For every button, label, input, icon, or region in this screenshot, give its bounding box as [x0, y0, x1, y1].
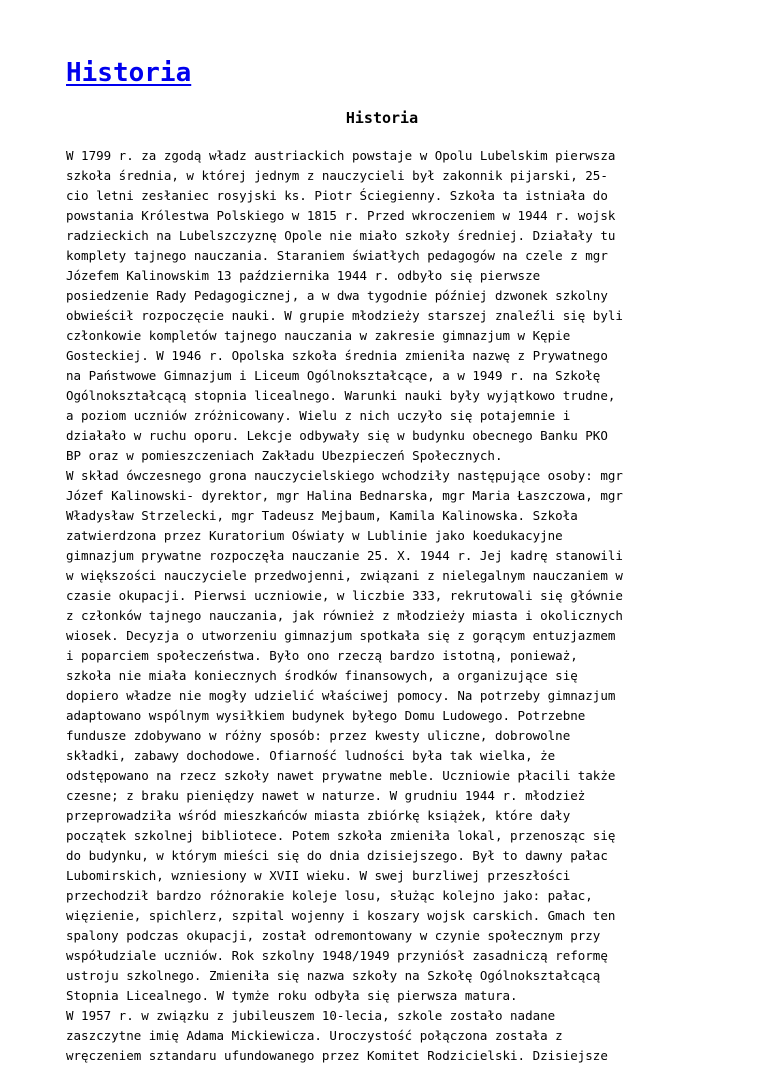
text-line: Władysław Strzelecki, mgr Tadeusz Mejbaum, Kamila Kalinowska. Szkoła [66, 508, 578, 523]
text-line: członkowie kompletów tajnego nauczania w zakresie gimnazjum w Kępie [66, 328, 571, 343]
text-line: czasie okupacji. Pierwsi uczniowie, w liczbie 333, rekrutowali się głównie [66, 588, 623, 603]
text-line: BP oraz w pomieszczeniach Zakładu Ubezpieczeń Społecznych. [66, 448, 503, 463]
text-line: Gosteckiej. W 1946 r. Opolska szkoła średnia zmieniła nazwę z Prywatnego [66, 348, 608, 363]
text-line: W skład ówczesnego grona nauczycielskiego wchodziły następujące osoby: mgr [66, 468, 623, 483]
text-line: powstania Królestwa Polskiego w 1815 r. Przed wkroczeniem w 1944 r. wojsk [66, 208, 616, 223]
text-line: działało w ruchu oporu. Lekcje odbywały się w budynku obecnego Banku PKO [66, 428, 608, 443]
text-line: odstępowano na rzecz szkoły nawet prywatne meble. Uczniowie płacili także [66, 768, 616, 783]
text-line: W 1799 r. za zgodą władz austriackich powstaje w Opolu Lubelskim pierwsza [66, 148, 616, 163]
text-line: na Państwowe Gimnazjum i Liceum Ogólnokształcące, a w 1949 r. na Szkołę [66, 368, 601, 383]
text-line: więzienie, spichlerz, szpital wojenny i koszary wojsk carskich. Gmach ten [66, 908, 616, 923]
text-line: spalony podczas okupacji, został odremontowany w czynie społecznym przy [66, 928, 601, 943]
section-title: Historia [345, 109, 419, 127]
text-line: wręczeniem sztandaru ufundowanego przez Komitet Rodzicielski. Dzisiejsze [66, 1048, 608, 1063]
text-line: przechodził bardzo różnorakie koleje losu, służąc kolejno jako: pałac, [66, 888, 593, 903]
text-line: cio letni zesłaniec rosyjski ks. Piotr Ściegienny. Szkoła ta istniała do [66, 188, 608, 203]
text-line: do budynku, w którym mieści się do dnia dzisiejszego. Był to dawny pałac [66, 848, 608, 863]
history-text [66, 146, 706, 1066]
text-line: fundusze zdobywano w różny sposób: przez kwesty uliczne, dobrowolne [66, 728, 571, 743]
text-line: składki, zabawy dochodowe. Ofiarność ludności była tak wielka, że [66, 748, 556, 763]
text-line: obwieścił rozpoczęcie nauki. W grupie młodzieży starszej znaleźli się byli [66, 308, 623, 323]
text-line: wiosek. Decyzja o utworzeniu gimnazjum spotkała się z gorącym entuzjazmem [66, 628, 616, 643]
text-line: Józef Kalinowski- dyrektor, mgr Halina Bednarska, mgr Maria Łaszczowa, mgr [66, 488, 623, 503]
text-line: współudziale uczniów. Rok szkolny 1948/1949 przyniósł zasadniczą reformę [66, 948, 608, 963]
text-line: przeprowadziła wśród mieszkańców miasta zbiórkę książek, które dały [66, 808, 571, 823]
text-line: W 1957 r. w związku z jubileuszem 10-lecia, szkole zostało nadane [66, 1008, 556, 1023]
text-line: komplety tajnego nauczania. Staraniem światłych pedagogów na czele z mgr [66, 248, 608, 263]
text-line: szkoła nie miała koniecznych środków finansowych, a organizujące się [66, 668, 578, 683]
text-line: a poziom uczniów zróżnicowany. Wielu z nich uczyło się potajemnie i [66, 408, 571, 423]
text-line: Józefem Kalinowskim 13 października 1944 r. odbyło się pierwsze [66, 268, 541, 283]
text-line: Lubomirskich, wzniesiony w XVII wieku. W swej burzliwej przeszłości [66, 868, 571, 883]
text-line: gimnazjum prywatne rozpoczęła nauczanie 25. X. 1944 r. Jej kadrę stanowili [66, 548, 623, 563]
text-line: zaszczytne imię Adama Mickiewicza. Uroczystość połączona została z [66, 1028, 563, 1043]
historia-link[interactable]: Historia [66, 58, 192, 88]
document-page [66, 58, 706, 1066]
text-line: ustroju szkolnego. Zmieniła się nazwa szkoły na Szkołę Ogólnokształcącą [66, 968, 601, 983]
text-line: radzieckich na Lubelszczyznę Opole nie miało szkoły średniej. Działały tu [66, 228, 616, 243]
text-line: i poparciem społeczeństwa. Było ono rzeczą bardzo istotną, ponieważ, [66, 648, 578, 663]
text-line: czesne; z braku pieniędzy nawet w naturze. W grudniu 1944 r. młodzież [66, 788, 586, 803]
text-line: posiedzenie Rady Pedagogicznej, a w dwa tygodnie później dzwonek szkolny [66, 288, 608, 303]
text-line: w większości nauczyciele przedwojenni, związani z nielegalnym nauczaniem w [66, 568, 623, 583]
text-line: początek szkolnej bibliotece. Potem szkoła zmieniła lokal, przenosząc się [66, 828, 616, 843]
text-line: adaptowano wspólnym wysiłkiem budynek byłego Domu Ludowego. Potrzebne [66, 708, 586, 723]
text-line: zatwierdzona przez Kuratorium Oświaty w Lublinie jako koedukacyjne [66, 528, 563, 543]
text-line: Stopnia Licealnego. W tymże roku odbyła się pierwsza matura. [66, 988, 518, 1003]
text-line: z członków tajnego nauczania, jak również z młodzieży miasta i okolicznych [66, 608, 623, 623]
text-line: szkoła średnia, w której jednym z nauczycieli był zakonnik pijarski, 25- [66, 168, 608, 183]
text-line: Ogólnokształcącą stopnia licealnego. Warunki nauki były wyjątkowo trudne, [66, 388, 616, 403]
text-line: dopiero władze nie mogły udzielić właściwej pomocy. Na potrzeby gimnazjum [66, 688, 616, 703]
